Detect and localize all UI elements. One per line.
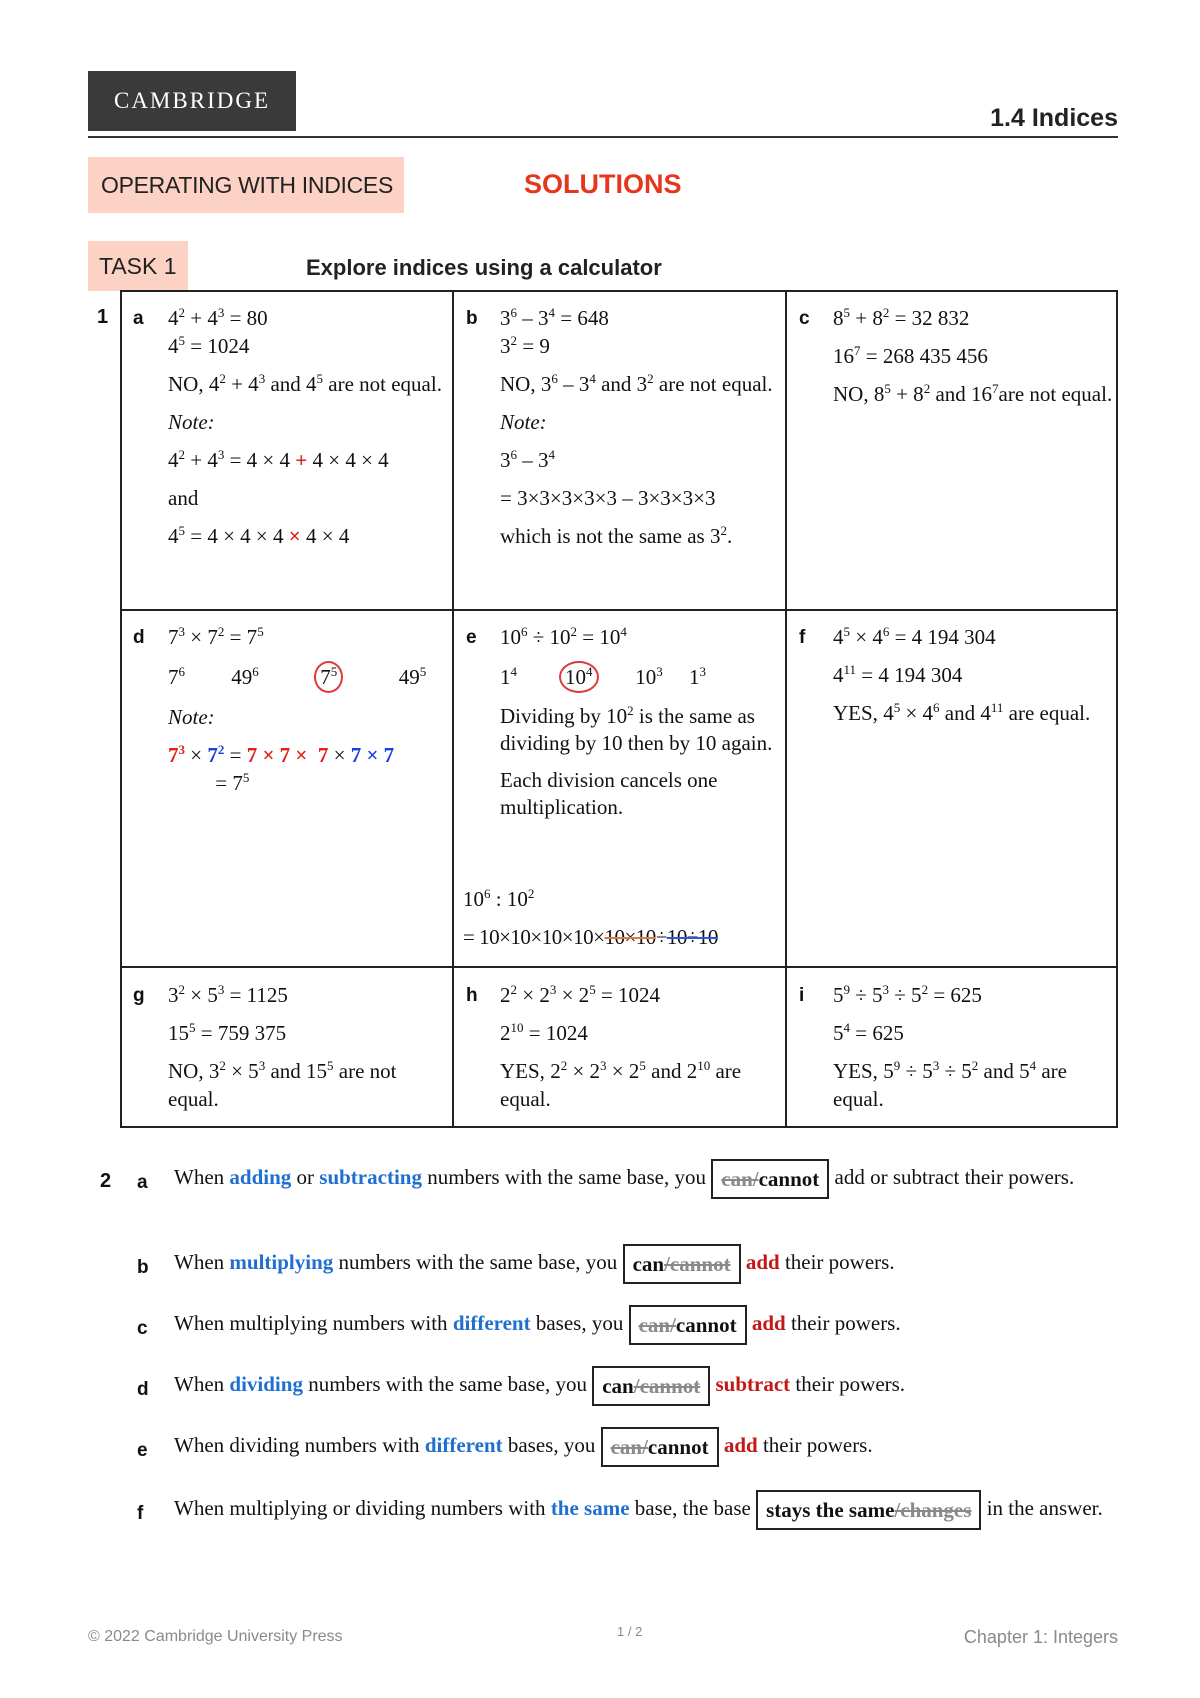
comparison: which is not the same as $3^2$. [500, 523, 733, 548]
answer-box: can/cannot [711, 1159, 829, 1199]
table-divider [785, 290, 787, 1128]
item-label-b: b [137, 1257, 149, 1278]
chapter-title: 1.4 Indices [990, 104, 1118, 132]
table-divider [120, 966, 1118, 968]
section-heading-text: OPERATING WITH INDICES [101, 171, 393, 198]
cell-i [833, 981, 1113, 1113]
connector: and [168, 486, 199, 510]
equation: $3^2 \times 5^3 = 1125$ [168, 982, 288, 1007]
cell-h [500, 981, 780, 1113]
q2-item-d: When dividing numbers with the same base, you can/cannot subtract their powers. [174, 1366, 1114, 1406]
item-label-a: a [137, 1172, 148, 1193]
solutions-label: SOLUTIONS [524, 169, 682, 199]
cell-label-d: d [133, 627, 145, 648]
equation: $5^4 = 625$ [833, 1020, 904, 1045]
cell-label-a: a [133, 308, 144, 329]
conclusion: YES, $4^5 \times 4^6$ and $4^{11}$ are equal. [833, 700, 1091, 725]
equation: $4^{11} = 4$ 194 304 [833, 662, 963, 687]
cell-label-c: c [799, 308, 810, 329]
item-label-e: e [137, 1440, 148, 1461]
question-1-number: 1 [97, 306, 109, 328]
equation: $3^2 = 9$ [500, 333, 550, 358]
explanation: Each division cancels one multiplication. [500, 768, 718, 819]
cell-label-e: e [466, 627, 477, 648]
equation: $2^2 \times 2^3 \times 2^5 = 1024$ [500, 982, 661, 1007]
equation: $4^2 + 4^3 = 80$ [168, 305, 268, 330]
cell-label-g: g [133, 985, 145, 1006]
note-label: Note: [500, 410, 547, 434]
equation: $2^{10} = 1024$ [500, 1020, 588, 1045]
conclusion: NO, $3^6 - 3^4$ and $3^2$ are not equal. [500, 371, 773, 396]
cell-a [168, 304, 448, 550]
equation: $3^6 - 3^4 = 648$ [500, 305, 609, 330]
cell-g [168, 981, 448, 1113]
item-label-c: c [137, 1318, 148, 1339]
cell-f [833, 623, 1113, 727]
conclusion: YES, $5^9 \div 5^3 \div 5^2$ and $5^4$ are equal. [833, 1058, 1067, 1111]
note-label: Note: [168, 705, 215, 729]
equation: $15^5 = 759$ 375 [168, 1020, 287, 1045]
header-divider [88, 136, 1118, 138]
question-2-number: 2 [100, 1170, 112, 1192]
cancellation: = 10×10×10×10×10×10÷10÷10 [463, 925, 718, 949]
footer-chapter: Chapter 1: Integers [963, 1627, 1118, 1647]
cell-b [500, 304, 780, 550]
equation: $4^5 = 4 \times 4 \times 4 \times 4 \times 4$ [168, 523, 350, 548]
equation: $4^5 = 1024$ [168, 333, 250, 358]
cell-e-working [463, 885, 783, 951]
circled-answer: $10^4$ [559, 661, 599, 693]
table-divider [452, 290, 454, 1128]
logo-text: CAMBRIDGE [113, 88, 270, 113]
conclusion: YES, $2^2 \times 2^3 \times 2^5$ and $2^{10}$ are equal. [500, 1058, 742, 1111]
footer-copyright: © 2022 Cambridge University Press [88, 1628, 343, 1645]
equation: $16^7 = 268$ 435 456 [833, 343, 988, 368]
cell-e [500, 623, 780, 821]
equation: $10^6$ : $10^2$ [463, 886, 535, 911]
task-label-text: TASK 1 [99, 252, 177, 279]
equation: $7^3 \times 7^2 = 7 \times 7 \times 7 \times 7 \times 7$ [168, 742, 395, 767]
conclusion: NO, $4^2 + 4^3$ and $4^5$ are not equal. [168, 371, 442, 396]
equation: = $7^5$ [168, 770, 250, 795]
cell-label-b: b [466, 308, 478, 329]
equation: $4^2 + 4^3 = 4 \times 4 + 4 \times 4 \times 4$ [168, 447, 389, 472]
expansion: = 3×3×3×3×3 – 3×3×3×3 [500, 486, 716, 510]
q2-item-f: When multiplying or dividing numbers with the same base, the base stays the same/changes in the answer. [174, 1490, 1144, 1530]
equation: $5^9 \div 5^3 \div 5^2 = 625$ [833, 982, 982, 1007]
answer-box: can/cannot [592, 1366, 710, 1406]
q2-item-b: When multiplying numbers with the same base, you can/cannot add their powers. [174, 1244, 1114, 1284]
equation: $7^3 \times 7^2 = 7^5$ [168, 624, 264, 649]
answer-box: stays the same/changes [756, 1490, 981, 1530]
conclusion: NO, $3^2 \times 5^3$ and $15^5$ are not equal. [168, 1058, 397, 1111]
section-heading [88, 157, 404, 213]
conclusion: NO, $8^5 + 8^2$ and $16^7are$ not equal. [833, 381, 1113, 406]
equation: $3^6 - 3^4$ [500, 447, 555, 472]
options: $7^6$ $49^6$ $7^5$ $49^5$ [168, 661, 448, 693]
cell-label-i: i [799, 985, 805, 1006]
item-label-f: f [137, 1503, 144, 1524]
q2-item-e: When dividing numbers with different bases, you can/cannot add their powers. [174, 1427, 1114, 1467]
table-divider [120, 609, 1118, 611]
answer-box: can/cannot [601, 1427, 719, 1467]
equation: $10^6 \div 10^2 = 10^4$ [500, 624, 627, 649]
equation: $4^5 \times 4^6 = 4$ 194 304 [833, 624, 996, 649]
answer-box: can/cannot [623, 1244, 741, 1284]
q2-item-a: When adding or subtracting numbers with the same base, you can/cannot add or subtract their powers. [174, 1159, 1114, 1199]
cell-label-f: f [799, 627, 806, 648]
cell-d [168, 623, 448, 797]
q2-item-c: When multiplying numbers with different bases, you can/cannot add their powers. [174, 1305, 1114, 1345]
task-label [88, 241, 188, 291]
answer-box: can/cannot [629, 1305, 747, 1345]
explanation: Dividing by $10^2$ is the same as dividing by 10 then by 10 again. [500, 703, 773, 755]
note-label: Note: [168, 410, 215, 434]
footer-page-number: 1 / 2 [617, 1624, 643, 1639]
cell-c [833, 304, 1113, 408]
options: $1^4$ $10^4$ $10^3$ $1^3$ [500, 661, 780, 693]
cambridge-logo [88, 71, 296, 131]
circled-answer: $7^5$ [314, 661, 343, 693]
cell-label-h: h [466, 985, 478, 1006]
equation: $8^5 + 8^2 = 32$ 832 [833, 305, 970, 330]
item-label-d: d [137, 1379, 149, 1400]
task-title: Explore indices using a calculator [306, 255, 662, 280]
